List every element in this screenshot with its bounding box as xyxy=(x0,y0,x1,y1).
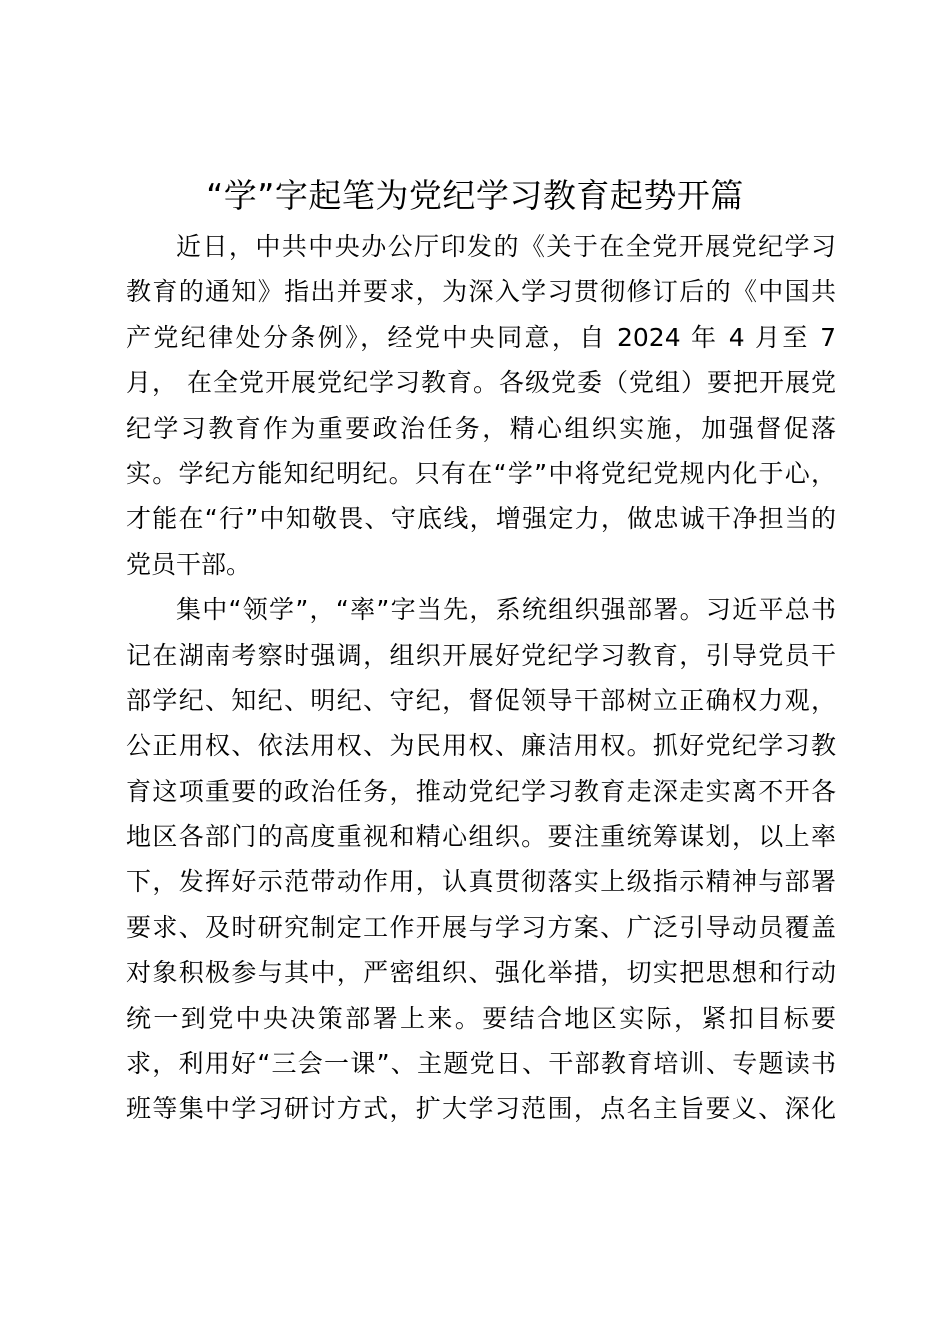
paragraph-1 xyxy=(126,224,836,587)
paragraph-line: 教育的通知》指出并要求，为深入学习贯彻修订后的《中国共 xyxy=(126,277,836,307)
paragraph-line: 求，利用好“三会一课”、主题党日、干部教育培训、专题读书 xyxy=(126,1049,836,1079)
paragraph-line: 公正用权、依法用权、为民用权、廉洁用权。抓好党纪学习教 xyxy=(126,731,836,761)
paragraph-line: 班等集中学习研讨方式，扩大学习范围，点名主旨要义、深化 xyxy=(126,1094,836,1124)
paragraph-line: 地区各部门的高度重视和精心组织。要注重统筹谋划，以上率 xyxy=(126,822,836,852)
paragraph-line: 要求、及时研究制定工作开展与学习方案、广泛引导动员覆盖 xyxy=(126,912,836,942)
paragraph-line: 下，发挥好示范带动作用，认真贯彻落实上级指示精神与部署 xyxy=(126,867,836,897)
paragraph-line: 统一到党中央决策部署上来。要结合地区实际，紧扣目标要 xyxy=(126,1003,836,1033)
paragraph-2 xyxy=(126,587,836,1132)
paragraph-line: 党员干部。 xyxy=(126,549,252,579)
paragraph-line: 才能在“行”中知敬畏、守底线，增强定力，做忠诚干净担当的 xyxy=(126,504,836,534)
paragraph-line: 近日，中共中央办公厅印发的《关于在全党开展党纪学习 xyxy=(176,232,836,261)
paragraph-line: 对象积极参与其中，严密组织、强化举措，切实把思想和行动 xyxy=(126,958,836,988)
paragraph-line: 记在湖南考察时强调，组织开展好党纪学习教育，引导党员干 xyxy=(126,640,836,670)
document-body xyxy=(126,224,836,1132)
paragraph-line: 育这项重要的政治任务，推动党纪学习教育走深走实离不开各 xyxy=(126,776,836,806)
paragraph-line: 月， 在全党开展党纪学习教育。各级党委（党组）要把开展党 xyxy=(126,368,836,398)
paragraph-line: 部学纪、知纪、明纪、守纪，督促领导干部树立正确权力观， xyxy=(126,685,836,715)
paragraph-line: 纪学习教育作为重要政治任务，精心组织实施，加强督促落 xyxy=(126,413,836,443)
paragraph-line: 产党纪律处分条例》，经党中央同意，自 2024 年 4 月至 7 xyxy=(126,322,836,352)
document-title: “学”字起笔为党纪学习教育起势开篇 xyxy=(206,176,744,215)
paragraph-line: 集中“领学”，“率”字当先，系统组织强部署。习近平总书 xyxy=(176,595,836,625)
paragraph-line: 实。学纪方能知纪明纪。只有在“学”中将党纪党规内化于心， xyxy=(126,458,836,488)
